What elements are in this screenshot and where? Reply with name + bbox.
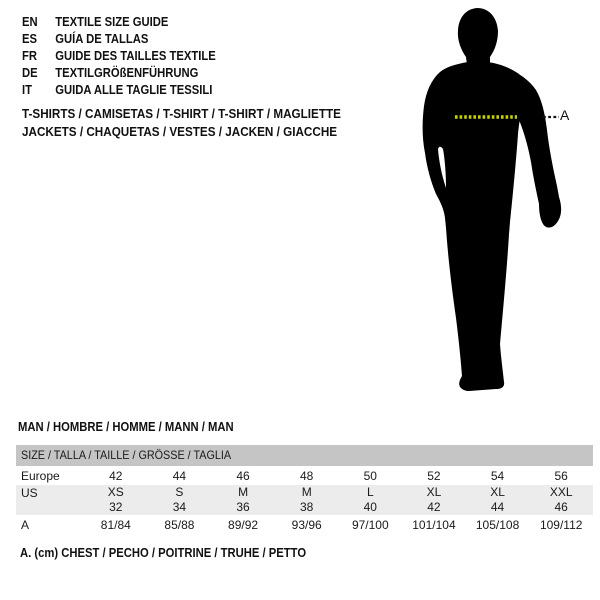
garment-categories bbox=[22, 105, 376, 141]
silhouette-head bbox=[458, 8, 498, 69]
size-cell: 52 bbox=[427, 468, 441, 483]
size-cell: M 38 bbox=[300, 485, 314, 514]
size-table bbox=[16, 445, 593, 534]
language-row-it bbox=[22, 82, 216, 99]
language-label: GUIDE DES TAILLES TEXTILE bbox=[55, 49, 216, 63]
size-cell: 101/104 bbox=[412, 517, 456, 532]
size-cell: 50 bbox=[363, 468, 377, 483]
size-cell: XL 42 bbox=[426, 485, 442, 514]
language-label: TEXTILE SIZE GUIDE bbox=[55, 15, 169, 29]
language-code: IT bbox=[22, 83, 32, 97]
language-code: EN bbox=[22, 15, 38, 29]
size-cell: XL 44 bbox=[490, 485, 505, 514]
language-code: ES bbox=[22, 32, 38, 46]
size-cell: 105/108 bbox=[475, 517, 520, 532]
size-cell: 93/96 bbox=[291, 517, 322, 532]
row-label-a: A bbox=[21, 517, 30, 532]
language-list bbox=[22, 14, 237, 99]
size-cell: S 34 bbox=[172, 485, 187, 514]
language-row-en bbox=[22, 14, 216, 31]
size-cell: XXL 46 bbox=[549, 485, 573, 514]
language-row-fr bbox=[22, 48, 216, 65]
table-row-us bbox=[16, 485, 593, 515]
measurement-footnote: A. (cm) CHEST / PECHO / POITRINE / TRUHE / PETTO bbox=[20, 546, 307, 560]
size-cell: 89/92 bbox=[228, 517, 259, 532]
section-heading-man: MAN / HOMBRE / HOMME / MANN / MAN bbox=[18, 420, 234, 434]
size-cell: XS 32 bbox=[107, 485, 124, 514]
row-label-europe: Europe bbox=[21, 468, 60, 483]
size-table-header: SIZE / TALLA / TAILLE / GRÖSSE / TAGLIA bbox=[16, 445, 593, 466]
size-cell: 44 bbox=[172, 468, 187, 483]
table-row-europe bbox=[16, 466, 593, 485]
category-line-tshirts: T-SHIRTS / CAMISETAS / T-SHIRT / T-SHIRT / MAGLIETTE bbox=[22, 106, 341, 121]
row-label-us: US bbox=[21, 486, 38, 500]
language-row-de bbox=[22, 65, 216, 82]
table-row-a-chest bbox=[16, 515, 593, 534]
size-cell: 81/84 bbox=[100, 517, 131, 532]
category-line-jackets: JACKETS / CHAQUETAS / VESTES / JACKEN / GIACCHE bbox=[22, 124, 338, 139]
language-code: FR bbox=[22, 49, 38, 63]
size-cell: 109/112 bbox=[539, 517, 583, 532]
language-label: GUÍA DE TALLAS bbox=[55, 32, 149, 46]
size-cell: M 36 bbox=[236, 485, 250, 514]
size-cell: 54 bbox=[490, 468, 505, 483]
size-cell: 46 bbox=[236, 468, 250, 483]
size-cell: L 40 bbox=[363, 485, 377, 514]
size-cell: 42 bbox=[109, 468, 123, 483]
measure-label-a: A bbox=[560, 107, 570, 123]
size-cell: 48 bbox=[300, 468, 314, 483]
language-label: GUIDA ALLE TAGLIE TESSILI bbox=[55, 83, 213, 97]
size-cell: 97/100 bbox=[351, 517, 389, 532]
language-label: TEXTILGRÖßENFÜHRUNG bbox=[55, 66, 199, 80]
size-cell: 56 bbox=[554, 468, 568, 483]
size-table-grid bbox=[16, 466, 593, 534]
silhouette-body-legs bbox=[423, 62, 524, 391]
size-cell: 85/88 bbox=[164, 517, 195, 532]
man-silhouette-figure bbox=[408, 0, 572, 400]
language-row-es bbox=[22, 31, 216, 48]
language-code: DE bbox=[22, 66, 38, 80]
